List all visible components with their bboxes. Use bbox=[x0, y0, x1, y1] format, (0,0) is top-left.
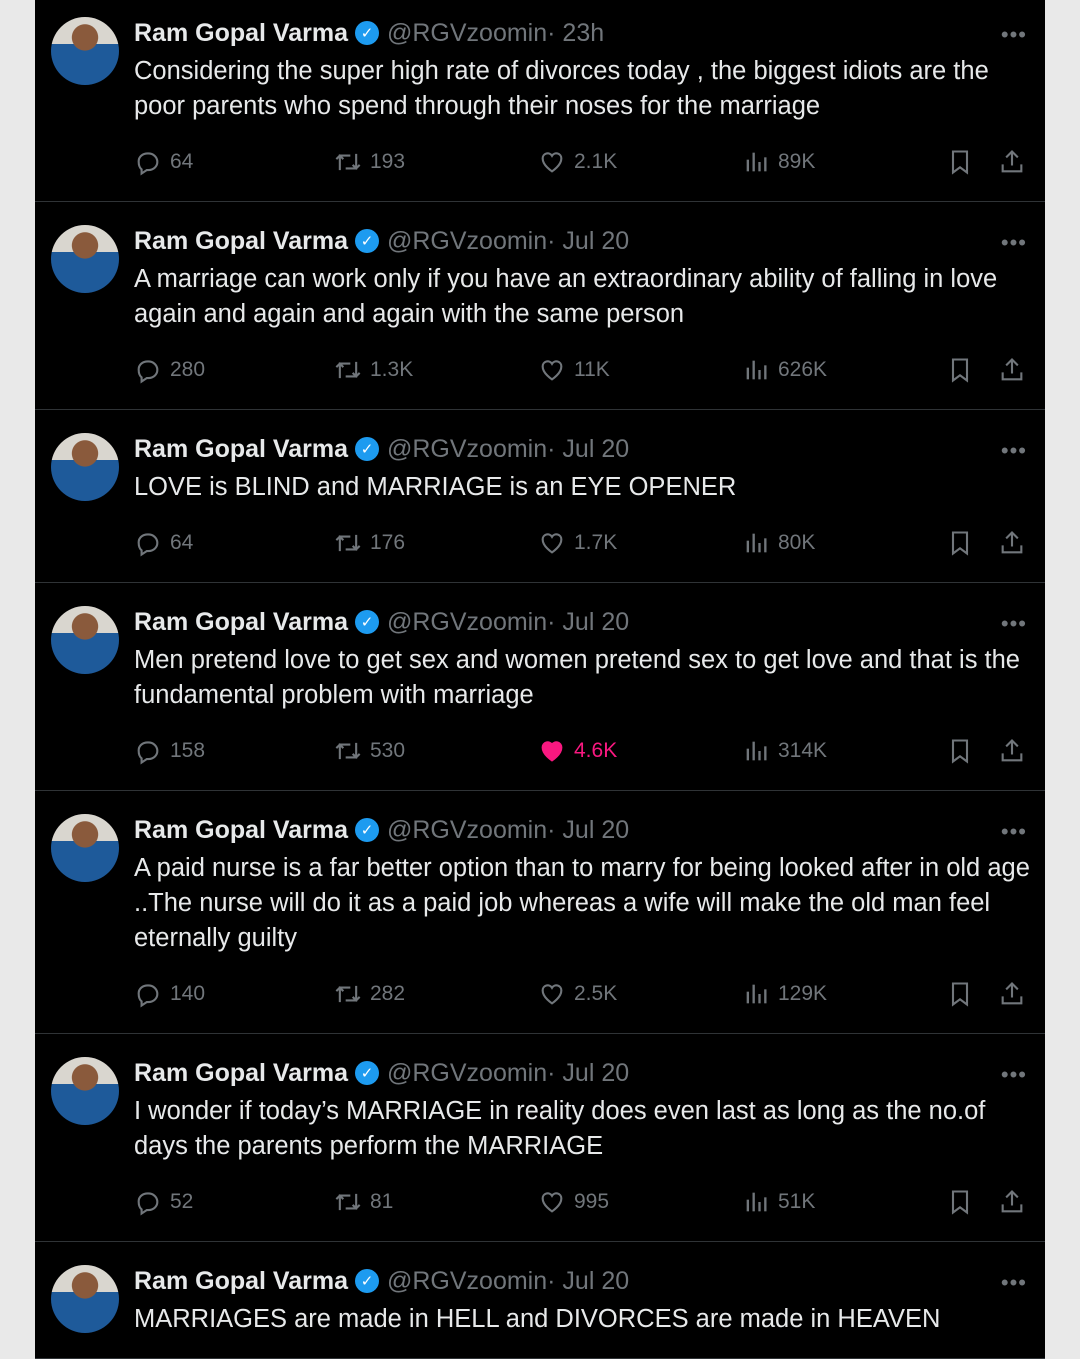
tweet-time[interactable]: · Jul 20 bbox=[547, 1266, 630, 1295]
tweet-text: LOVE is BLIND and MARRIAGE is an EYE OPENER bbox=[134, 473, 737, 501]
tweet-time[interactable]: · 23h bbox=[547, 18, 605, 47]
tweet-header bbox=[134, 224, 1045, 258]
verified-badge-icon: ✓ bbox=[355, 610, 379, 634]
share-button[interactable] bbox=[998, 1184, 1026, 1220]
share-button[interactable] bbox=[998, 144, 1026, 180]
bookmark-button[interactable] bbox=[946, 733, 974, 769]
bookmark-button[interactable] bbox=[946, 1184, 974, 1220]
tweet-feed bbox=[35, 0, 1045, 1359]
like-count: 995 bbox=[574, 1190, 610, 1213]
author-handle[interactable]: @RGVzoomin bbox=[386, 434, 548, 463]
view-count: 51K bbox=[778, 1190, 816, 1213]
retweet-button[interactable] bbox=[334, 144, 405, 180]
like-count: 11K bbox=[574, 358, 610, 381]
author-name[interactable]: Ram Gopal Varma bbox=[134, 226, 348, 255]
views-button[interactable] bbox=[742, 1184, 815, 1220]
tweet-actions bbox=[134, 976, 1045, 1012]
heart-icon bbox=[538, 980, 566, 1008]
share-icon bbox=[998, 529, 1026, 557]
avatar[interactable] bbox=[51, 433, 119, 501]
reply-count: 280 bbox=[170, 358, 206, 381]
tweet-text: I wonder if today’s MARRIAGE in reality does even last as long as the no.of days the parents perform the MARRIAGE bbox=[134, 1097, 986, 1160]
more-options-icon[interactable]: ••• bbox=[1000, 1062, 1027, 1087]
verified-badge-icon: ✓ bbox=[355, 818, 379, 842]
views-button[interactable] bbox=[742, 525, 815, 561]
retweet-icon bbox=[334, 148, 362, 176]
reply-count: 64 bbox=[170, 150, 194, 173]
author-handle[interactable]: @RGVzoomin bbox=[386, 1266, 548, 1295]
verified-badge-icon: ✓ bbox=[355, 1269, 379, 1293]
bookmark-icon bbox=[946, 148, 974, 176]
reply-count: 140 bbox=[170, 982, 206, 1005]
share-button[interactable] bbox=[998, 976, 1026, 1012]
views-icon bbox=[742, 148, 770, 176]
avatar[interactable] bbox=[51, 1057, 119, 1125]
retweet-button[interactable] bbox=[334, 733, 405, 769]
tweet-text: A paid nurse is a far better option than to marry for being looked after in old age ..The nurse will do it as a paid job whereas a wife will make the old man feel eternally guilty bbox=[134, 854, 1030, 952]
reply-count: 64 bbox=[170, 531, 194, 554]
author-name[interactable]: Ram Gopal Varma bbox=[134, 18, 348, 47]
view-count: 80K bbox=[778, 531, 816, 554]
like-button[interactable] bbox=[538, 352, 610, 388]
retweet-count: 1.3K bbox=[370, 358, 414, 381]
tweet-text: Men pretend love to get sex and women pretend sex to get love and that is the fundamental problem with marriage bbox=[134, 646, 1020, 709]
share-button[interactable] bbox=[998, 352, 1026, 388]
tweet-time[interactable]: · Jul 20 bbox=[547, 607, 630, 636]
tweet-header bbox=[134, 1056, 1045, 1090]
tweet[interactable] bbox=[35, 0, 1045, 202]
verified-badge-icon: ✓ bbox=[355, 229, 379, 253]
views-button[interactable] bbox=[742, 976, 827, 1012]
tweet-header bbox=[134, 605, 1045, 639]
tweet-actions bbox=[134, 733, 1045, 769]
tweet-header bbox=[134, 1264, 1045, 1298]
reply-count: 52 bbox=[170, 1190, 194, 1213]
reply-button[interactable] bbox=[134, 144, 193, 180]
tweet[interactable] bbox=[35, 791, 1045, 1034]
views-icon bbox=[742, 356, 770, 384]
reply-button[interactable] bbox=[134, 733, 205, 769]
bookmark-button[interactable] bbox=[946, 525, 974, 561]
view-count: 626K bbox=[778, 358, 828, 381]
like-count: 1.7K bbox=[574, 531, 618, 554]
reply-button[interactable] bbox=[134, 976, 205, 1012]
tweet-text: A marriage can work only if you have an extraordinary ability of falling in love again and again and again with the same person bbox=[134, 265, 998, 328]
reply-icon bbox=[134, 980, 162, 1008]
more-options-icon[interactable]: ••• bbox=[1000, 611, 1027, 636]
author-handle[interactable]: @RGVzoomin bbox=[386, 226, 548, 255]
like-button[interactable] bbox=[538, 144, 617, 180]
views-icon bbox=[742, 980, 770, 1008]
heart-icon bbox=[538, 356, 566, 384]
tweet[interactable] bbox=[35, 410, 1045, 583]
reply-button[interactable] bbox=[134, 525, 193, 561]
heart-icon bbox=[538, 1188, 566, 1216]
retweet-count: 282 bbox=[370, 982, 406, 1005]
view-count: 89K bbox=[778, 150, 816, 173]
tweet-actions bbox=[134, 144, 1045, 180]
views-icon bbox=[742, 529, 770, 557]
more-options-icon[interactable]: ••• bbox=[1000, 230, 1027, 255]
more-options-icon[interactable]: ••• bbox=[1000, 1270, 1027, 1295]
tweet-header bbox=[134, 16, 1045, 50]
verified-badge-icon: ✓ bbox=[355, 1061, 379, 1085]
views-icon bbox=[742, 1188, 770, 1216]
reply-icon bbox=[134, 737, 162, 765]
retweet-count: 530 bbox=[370, 739, 406, 762]
share-button[interactable] bbox=[998, 733, 1026, 769]
more-options-icon[interactable]: ••• bbox=[1000, 819, 1027, 844]
share-icon bbox=[998, 1188, 1026, 1216]
author-name[interactable]: Ram Gopal Varma bbox=[134, 815, 348, 844]
view-count: 129K bbox=[778, 982, 828, 1005]
reply-button[interactable] bbox=[134, 1184, 193, 1220]
tweet-text: Considering the super high rate of divorces today , the biggest idiots are the poor parents who spend through their noses for the marriage bbox=[134, 57, 989, 120]
retweet-icon bbox=[334, 356, 362, 384]
avatar[interactable] bbox=[51, 606, 119, 674]
author-handle[interactable]: @RGVzoomin bbox=[386, 18, 548, 47]
author-handle[interactable]: @RGVzoomin bbox=[386, 607, 548, 636]
tweet-header bbox=[134, 813, 1045, 847]
tweet-actions bbox=[134, 1184, 1045, 1220]
like-button[interactable] bbox=[538, 733, 617, 769]
tweet[interactable] bbox=[35, 1242, 1045, 1359]
share-icon bbox=[998, 148, 1026, 176]
more-options-icon[interactable]: ••• bbox=[1000, 438, 1027, 463]
share-icon bbox=[998, 737, 1026, 765]
retweet-icon bbox=[334, 1188, 362, 1216]
heart-icon bbox=[538, 529, 566, 557]
retweet-count: 193 bbox=[370, 150, 406, 173]
views-button[interactable] bbox=[742, 733, 827, 769]
retweet-button[interactable] bbox=[334, 976, 405, 1012]
bookmark-icon bbox=[946, 356, 974, 384]
more-options-icon[interactable]: ••• bbox=[1000, 22, 1027, 47]
tweet-text: MARRIAGES are made in HELL and DIVORCES are made in HEAVEN bbox=[134, 1305, 941, 1333]
like-button[interactable] bbox=[538, 1184, 609, 1220]
retweet-count: 176 bbox=[370, 531, 406, 554]
retweet-icon bbox=[334, 980, 362, 1008]
reply-icon bbox=[134, 148, 162, 176]
avatar[interactable] bbox=[51, 814, 119, 882]
retweet-button[interactable] bbox=[334, 525, 405, 561]
like-button[interactable] bbox=[538, 976, 617, 1012]
like-count: 4.6K bbox=[574, 739, 618, 762]
tweet-time[interactable]: · Jul 20 bbox=[547, 815, 630, 844]
avatar[interactable] bbox=[51, 1265, 119, 1333]
bookmark-icon bbox=[946, 529, 974, 557]
retweet-icon bbox=[334, 529, 362, 557]
retweet-button[interactable] bbox=[334, 352, 413, 388]
tweet-header bbox=[134, 432, 1045, 466]
bookmark-button[interactable] bbox=[946, 352, 974, 388]
author-name[interactable]: Ram Gopal Varma bbox=[134, 607, 348, 636]
tweet[interactable] bbox=[35, 202, 1045, 410]
tweet-time[interactable]: · Jul 20 bbox=[547, 434, 630, 463]
tweet-actions bbox=[134, 352, 1045, 388]
avatar[interactable] bbox=[51, 17, 119, 85]
bookmark-button[interactable] bbox=[946, 976, 974, 1012]
tweet[interactable] bbox=[35, 1034, 1045, 1242]
author-name[interactable]: Ram Gopal Varma bbox=[134, 1058, 348, 1087]
reply-icon bbox=[134, 356, 162, 384]
heart-icon bbox=[538, 737, 566, 765]
like-count: 2.5K bbox=[574, 982, 618, 1005]
reply-button[interactable] bbox=[134, 352, 205, 388]
bookmark-icon bbox=[946, 737, 974, 765]
reply-count: 158 bbox=[170, 739, 206, 762]
share-button[interactable] bbox=[998, 525, 1026, 561]
avatar[interactable] bbox=[51, 225, 119, 293]
like-button[interactable] bbox=[538, 525, 617, 561]
retweet-icon bbox=[334, 737, 362, 765]
author-name[interactable]: Ram Gopal Varma bbox=[134, 1266, 348, 1295]
bookmark-icon bbox=[946, 980, 974, 1008]
views-icon bbox=[742, 737, 770, 765]
verified-badge-icon: ✓ bbox=[355, 21, 379, 45]
author-name[interactable]: Ram Gopal Varma bbox=[134, 434, 348, 463]
tweet[interactable] bbox=[35, 583, 1045, 791]
heart-icon bbox=[538, 148, 566, 176]
tweet-actions bbox=[134, 525, 1045, 561]
reply-icon bbox=[134, 529, 162, 557]
author-handle[interactable]: @RGVzoomin bbox=[386, 815, 548, 844]
retweet-button[interactable] bbox=[334, 1184, 393, 1220]
share-icon bbox=[998, 356, 1026, 384]
like-count: 2.1K bbox=[574, 150, 618, 173]
views-button[interactable] bbox=[742, 352, 827, 388]
verified-badge-icon: ✓ bbox=[355, 437, 379, 461]
view-count: 314K bbox=[778, 739, 828, 762]
tweet-time[interactable]: · Jul 20 bbox=[547, 226, 630, 255]
bookmark-icon bbox=[946, 1188, 974, 1216]
author-handle[interactable]: @RGVzoomin bbox=[386, 1058, 548, 1087]
tweet-time[interactable]: · Jul 20 bbox=[547, 1058, 630, 1087]
share-icon bbox=[998, 980, 1026, 1008]
retweet-count: 81 bbox=[370, 1190, 394, 1213]
bookmark-button[interactable] bbox=[946, 144, 974, 180]
reply-icon bbox=[134, 1188, 162, 1216]
views-button[interactable] bbox=[742, 144, 815, 180]
